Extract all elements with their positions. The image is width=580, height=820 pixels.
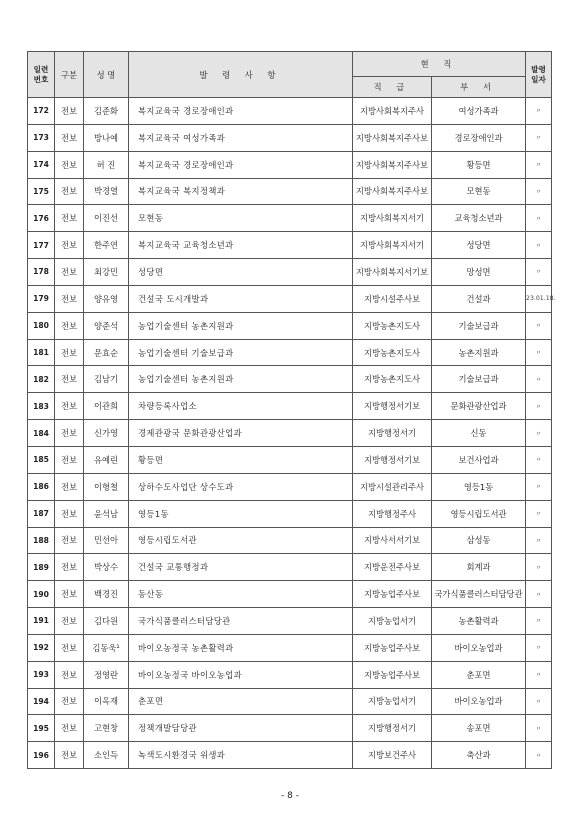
row-serial-no: 185 <box>28 446 55 473</box>
row-name: 정영란 <box>84 661 129 688</box>
row-type: 전보 <box>55 259 84 286</box>
row-dept: 농촌활력과 <box>432 608 526 635</box>
row-rank: 지방사서서기보 <box>353 527 432 554</box>
table-row <box>28 285 552 312</box>
row-order: 복지교육국 경로장애인과 <box>129 98 353 125</box>
row-type: 전보 <box>55 554 84 581</box>
row-date: 〃 <box>526 715 552 742</box>
row-rank: 지방사회복지서기 <box>353 205 432 232</box>
row-dept: 황등면 <box>432 151 526 178</box>
table-row <box>28 473 552 500</box>
row-order: 국가식품클러스터담당관 <box>129 608 353 635</box>
row-order: 농업기술센터 농촌지원과 <box>129 312 353 339</box>
row-order: 차량등록사업소 <box>129 393 353 420</box>
row-name: 김다원 <box>84 608 129 635</box>
row-rank: 지방농업서기 <box>353 688 432 715</box>
row-name: 유예린 <box>84 446 129 473</box>
row-type: 전보 <box>55 393 84 420</box>
table-row <box>28 661 552 688</box>
table-row <box>28 608 552 635</box>
row-dept: 삼성동 <box>432 527 526 554</box>
row-name: 윤석남 <box>84 500 129 527</box>
row-name: 박상수 <box>84 554 129 581</box>
row-rank: 지방사회복지주사보 <box>353 124 432 151</box>
row-rank: 지방사회복지서기 <box>353 232 432 259</box>
table-row <box>28 581 552 608</box>
row-name: 김준화 <box>84 98 129 125</box>
row-name: 이옥재 <box>84 688 129 715</box>
row-order: 복지교육국 경로장애인과 <box>129 151 353 178</box>
row-name: 방나예 <box>84 124 129 151</box>
header-current-position: 현 직 <box>353 52 526 77</box>
row-serial-no: 190 <box>28 581 55 608</box>
row-date: 〃 <box>526 98 552 125</box>
row-date: 〃 <box>526 446 552 473</box>
row-name: 박경열 <box>84 178 129 205</box>
row-date: 〃 <box>526 151 552 178</box>
row-dept: 성당면 <box>432 232 526 259</box>
row-order: 정책개발담당관 <box>129 715 353 742</box>
row-rank: 지방행정서기보 <box>353 393 432 420</box>
header-type: 구분 <box>55 52 84 98</box>
row-dept: 농촌지원과 <box>432 339 526 366</box>
row-type: 전보 <box>55 285 84 312</box>
row-date: 〃 <box>526 661 552 688</box>
row-rank: 지방사회복지주사보 <box>353 178 432 205</box>
row-dept: 모현동 <box>432 178 526 205</box>
row-dept: 축산과 <box>432 742 526 769</box>
header-date <box>526 52 552 98</box>
row-dept: 영등시립도서관 <box>432 500 526 527</box>
row-type: 전보 <box>55 151 84 178</box>
row-name: 문효순 <box>84 339 129 366</box>
row-order: 성당면 <box>129 259 353 286</box>
row-date: 〃 <box>526 339 552 366</box>
row-date: 〃 <box>526 742 552 769</box>
row-date: 〃 <box>526 581 552 608</box>
row-date: 〃 <box>526 366 552 393</box>
table-row <box>28 124 552 151</box>
table-row <box>28 554 552 581</box>
table-header <box>28 52 552 98</box>
row-serial-no: 176 <box>28 205 55 232</box>
table-row <box>28 742 552 769</box>
table-row <box>28 688 552 715</box>
row-rank: 지방행정서기 <box>353 420 432 447</box>
row-order: 복지교육국 여성가족과 <box>129 124 353 151</box>
row-rank: 지방사회복지주사 <box>353 98 432 125</box>
row-date: 〃 <box>526 178 552 205</box>
row-serial-no: 195 <box>28 715 55 742</box>
row-name: 김남기 <box>84 366 129 393</box>
table-row <box>28 151 552 178</box>
header-name: 성 명 <box>84 52 129 98</box>
row-date: 23.01.18. <box>526 285 552 312</box>
table-row <box>28 420 552 447</box>
header-rank: 직 급 <box>353 77 432 98</box>
row-type: 전보 <box>55 742 84 769</box>
row-serial-no: 196 <box>28 742 55 769</box>
row-serial-no: 179 <box>28 285 55 312</box>
row-type: 전보 <box>55 527 84 554</box>
row-order: 춘포면 <box>129 688 353 715</box>
row-name: 이진선 <box>84 205 129 232</box>
row-type: 전보 <box>55 339 84 366</box>
row-name: 한주연 <box>84 232 129 259</box>
row-name: 양준석 <box>84 312 129 339</box>
row-type: 전보 <box>55 420 84 447</box>
row-name: 민선아 <box>84 527 129 554</box>
row-date: 〃 <box>526 393 552 420</box>
row-rank: 지방농촌지도사 <box>353 339 432 366</box>
row-dept: 경로장애인과 <box>432 124 526 151</box>
row-order: 황등면 <box>129 446 353 473</box>
row-rank: 지방농업주사보 <box>353 581 432 608</box>
row-type: 전보 <box>55 581 84 608</box>
row-type: 전보 <box>55 500 84 527</box>
row-order: 바이오농정국 바이오농업과 <box>129 661 353 688</box>
row-serial-no: 191 <box>28 608 55 635</box>
row-order: 영등1동 <box>129 500 353 527</box>
row-date: 〃 <box>526 608 552 635</box>
row-dept: 신동 <box>432 420 526 447</box>
row-date: 〃 <box>526 205 552 232</box>
row-date: 〃 <box>526 473 552 500</box>
row-serial-no: 177 <box>28 232 55 259</box>
row-name: 신가영 <box>84 420 129 447</box>
row-serial-no: 189 <box>28 554 55 581</box>
row-type: 전보 <box>55 366 84 393</box>
table-row <box>28 366 552 393</box>
row-dept: 문화관광산업과 <box>432 393 526 420</box>
row-name: 고현창 <box>84 715 129 742</box>
row-dept: 기술보급과 <box>432 312 526 339</box>
row-order: 복지교육국 교육청소년과 <box>129 232 353 259</box>
row-rank: 지방운전주사보 <box>353 554 432 581</box>
row-rank: 지방보건주사 <box>353 742 432 769</box>
row-type: 전보 <box>55 312 84 339</box>
row-date: 〃 <box>526 232 552 259</box>
row-order: 경제관광국 문화관광산업과 <box>129 420 353 447</box>
row-name: 허 진 <box>84 151 129 178</box>
row-serial-no: 186 <box>28 473 55 500</box>
row-order: 복지교육국 복지정책과 <box>129 178 353 205</box>
row-date: 〃 <box>526 420 552 447</box>
row-serial-no: 187 <box>28 500 55 527</box>
row-type: 전보 <box>55 232 84 259</box>
row-rank: 지방행정서기보 <box>353 446 432 473</box>
row-serial-no: 172 <box>28 98 55 125</box>
row-order: 상하수도사업단 상수도과 <box>129 473 353 500</box>
row-serial-no: 193 <box>28 661 55 688</box>
row-type: 전보 <box>55 205 84 232</box>
row-type: 전보 <box>55 124 84 151</box>
row-order: 건설국 도시개발과 <box>129 285 353 312</box>
personnel-table <box>27 51 556 769</box>
row-order: 농업기술센터 기술보급과 <box>129 339 353 366</box>
row-serial-no: 182 <box>28 366 55 393</box>
row-name: 이형철 <box>84 473 129 500</box>
row-dept: 기술보급과 <box>432 366 526 393</box>
table-row <box>28 178 552 205</box>
table-row <box>28 634 552 661</box>
row-rank: 지방농업주사보 <box>353 661 432 688</box>
row-rank: 지방행정서기 <box>353 715 432 742</box>
row-serial-no: 194 <box>28 688 55 715</box>
row-dept: 여성가족과 <box>432 98 526 125</box>
row-type: 전보 <box>55 608 84 635</box>
row-type: 전보 <box>55 473 84 500</box>
row-name: 김동욱¹ <box>84 634 129 661</box>
row-type: 전보 <box>55 715 84 742</box>
row-dept: 바이오농업과 <box>432 634 526 661</box>
row-order: 녹색도시환경국 위생과 <box>129 742 353 769</box>
row-name: 백경진 <box>84 581 129 608</box>
row-order: 농업기술센터 농촌지원과 <box>129 366 353 393</box>
row-serial-no: 174 <box>28 151 55 178</box>
table-row <box>28 527 552 554</box>
row-rank: 지방농업주사보 <box>353 634 432 661</box>
row-type: 전보 <box>55 178 84 205</box>
row-order: 동산동 <box>129 581 353 608</box>
row-type: 전보 <box>55 634 84 661</box>
table-row <box>28 446 552 473</box>
row-date: 〃 <box>526 634 552 661</box>
row-rank: 지방사회복지서기보 <box>353 259 432 286</box>
table-row <box>28 500 552 527</box>
header-dept: 부 서 <box>432 77 526 98</box>
header-serial-no <box>28 52 55 98</box>
row-date: 〃 <box>526 124 552 151</box>
header-serial-no-text: 일련 번호 <box>33 64 49 84</box>
row-name: 이관희 <box>84 393 129 420</box>
row-type: 전보 <box>55 661 84 688</box>
row-serial-no: 178 <box>28 259 55 286</box>
row-dept: 망성면 <box>432 259 526 286</box>
row-rank: 지방농업서기 <box>353 608 432 635</box>
row-date: 〃 <box>526 312 552 339</box>
row-rank: 지방농촌지도사 <box>353 366 432 393</box>
row-serial-no: 188 <box>28 527 55 554</box>
row-date: 〃 <box>526 688 552 715</box>
table-row <box>28 98 552 125</box>
page-number: - 8 - <box>281 791 299 801</box>
row-order: 영등시립도서관 <box>129 527 353 554</box>
row-rank: 지방행정주사 <box>353 500 432 527</box>
table-row <box>28 259 552 286</box>
row-rank: 지방시설관리주사 <box>353 473 432 500</box>
row-dept: 보건사업과 <box>432 446 526 473</box>
row-serial-no: 184 <box>28 420 55 447</box>
row-serial-no: 175 <box>28 178 55 205</box>
row-dept: 건설과 <box>432 285 526 312</box>
row-order: 모현동 <box>129 205 353 232</box>
row-rank: 지방시설주사보 <box>353 285 432 312</box>
row-dept: 바이오농업과 <box>432 688 526 715</box>
row-dept: 교육청소년과 <box>432 205 526 232</box>
row-serial-no: 181 <box>28 339 55 366</box>
row-order: 건설국 교통행정과 <box>129 554 353 581</box>
row-name: 최강민 <box>84 259 129 286</box>
table-body <box>28 98 556 769</box>
row-date: 〃 <box>526 554 552 581</box>
row-rank: 지방사회복지주사보 <box>353 151 432 178</box>
row-dept: 회계과 <box>432 554 526 581</box>
row-order: 바이오농정국 농촌활력과 <box>129 634 353 661</box>
table-row <box>28 205 552 232</box>
row-dept: 송포면 <box>432 715 526 742</box>
row-date: 〃 <box>526 259 552 286</box>
row-date: 〃 <box>526 500 552 527</box>
row-date: 〃 <box>526 527 552 554</box>
row-name: 양유영 <box>84 285 129 312</box>
header-date-text: 발령 일자 <box>531 64 546 84</box>
row-type: 전보 <box>55 446 84 473</box>
row-type: 전보 <box>55 688 84 715</box>
table-row <box>28 339 552 366</box>
row-serial-no: 180 <box>28 312 55 339</box>
row-type: 전보 <box>55 98 84 125</box>
table-row <box>28 393 552 420</box>
row-serial-no: 183 <box>28 393 55 420</box>
header-order: 발 령 사 항 <box>129 52 353 98</box>
row-dept: 국가식품클러스터담당관 <box>432 581 526 608</box>
table-row <box>28 232 552 259</box>
table-row <box>28 312 552 339</box>
row-dept: 영등1동 <box>432 473 526 500</box>
table-row <box>28 715 552 742</box>
row-rank: 지방농촌지도사 <box>353 312 432 339</box>
row-serial-no: 192 <box>28 634 55 661</box>
row-dept: 춘포면 <box>432 661 526 688</box>
row-serial-no: 173 <box>28 124 55 151</box>
row-name: 소인득 <box>84 742 129 769</box>
